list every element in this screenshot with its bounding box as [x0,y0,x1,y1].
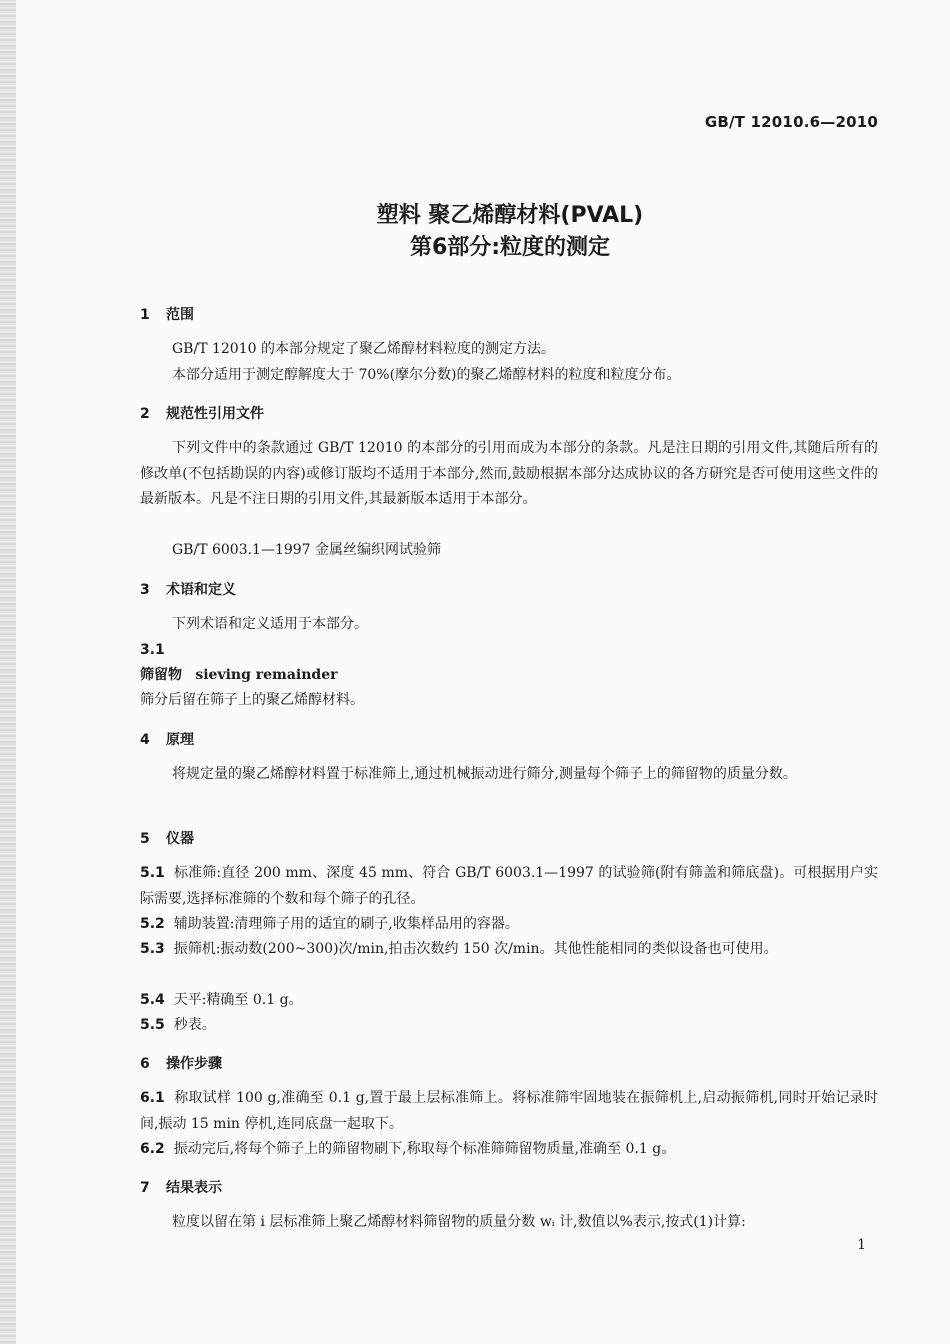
reference-item: GB/T 6003.1—1997 金属丝编织网试验筛 [172,542,442,558]
item-number: 5.4 [140,992,165,1008]
section-number: 1 [140,307,150,323]
section-number: 2 [140,406,150,422]
section-heading-normative-references [140,403,264,423]
item-number: 5.1 [140,865,165,881]
section-title: 规范性引用文件 [166,406,264,422]
section-number: 3 [140,582,150,598]
item-number: 6.1 [140,1090,165,1106]
apparatus-item [140,912,878,938]
term-english: sieving remainder [195,667,338,683]
paragraph: 本部分适用于测定醇解度大于 70%(摩尔分数)的聚乙烯醇材料的粒度和粒度分布。 [172,367,681,383]
section-heading-principle [140,729,194,749]
item-text: 辅助装置:清理筛子用的适宜的刷子,收集样品用的容器。 [173,916,519,932]
item-number: 5.3 [140,941,165,957]
item-text: 称取试样 100 g,准确至 0.1 g,置于最上层标准筛上。将标准筛牢固地装在振筛机上,启动振筛机,同时开始记录时间,振动 15 min 停机,连同底盘一起取下。 [140,1090,879,1132]
section-heading-procedure [140,1053,222,1073]
procedure-step [140,1137,878,1163]
item-text: 天平:精确至 0.1 g。 [173,992,303,1008]
section-number: 4 [140,732,150,748]
paragraph: GB/T 12010 的本部分规定了聚乙烯醇材料粒度的测定方法。 [172,341,555,357]
section-title: 结果表示 [166,1180,222,1196]
document-title: 塑料 聚乙烯醇材料(PVAL) [376,203,644,228]
term-definition: 筛分后留在筛子上的聚乙烯醇材料。 [140,692,364,708]
standard-number: GB/T 12010.6—2010 [704,113,878,131]
section-number: 6 [140,1056,150,1072]
paragraph: 下列术语和定义适用于本部分。 [172,616,368,632]
section-number: 5 [140,831,150,847]
section-number: 7 [140,1180,150,1196]
paragraph: 下列文件中的条款通过 GB/T 12010 的本部分的引用而成为本部分的条款。凡是注日期的引用文件,其随后所有的修改单(不包括勘误的内容)或修订版均不适用于本部分,然而,鼓励根据本部分达成协议的各方研究是否可使用这些文件的最新版本。凡是不注日期的引用文件,其最新版本适用于本部分。 [140,440,878,507]
procedure-step [140,1086,878,1137]
page-number: 1 [857,1237,866,1253]
paragraph: 粒度以留在第 i 层标准筛上聚乙烯醇材料筛留物的质量分数 wᵢ 计,数值以%表示,按式(1)计算: [172,1214,746,1230]
item-text: 标准筛:直径 200 mm、深度 45 mm、符合 GB/T 6003.1—1997 的试验筛(附有筛盖和筛底盘)。可根据用户实际需要,选择标准筛的个数和每个筛子的孔径。 [140,865,878,907]
term-chinese: 筛留物 [140,667,182,683]
paragraph: 将规定量的聚乙烯醇材料置于标准筛上,通过机械振动进行筛分,测量每个筛子上的筛留物的质量分数。 [172,766,797,782]
document-subtitle: 第6部分:粒度的测定 [409,235,611,260]
item-text: 秒表。 [173,1017,216,1033]
section-heading-scope [140,304,194,324]
apparatus-item [140,937,878,963]
item-number: 6.2 [140,1141,165,1157]
section-title: 原理 [166,732,194,748]
item-number: 5.5 [140,1017,165,1033]
apparatus-item [140,988,878,1014]
term-entry [140,663,878,689]
apparatus-item [140,861,878,912]
section-title: 仪器 [166,831,194,847]
item-text: 振筛机:振动数(200~300)次/min,拍击次数约 150 次/min。其他性能相同的类似设备也可使用。 [173,941,778,957]
apparatus-item [140,1013,878,1039]
section-heading-terms [140,579,236,599]
section-title: 操作步骤 [166,1056,222,1072]
subclause-number: 3.1 [140,642,165,658]
section-title: 术语和定义 [166,582,236,598]
item-text: 振动完后,将每个筛子上的筛留物刷下,称取每个标准筛筛留物质量,准确至 0.1 g。 [173,1141,676,1157]
item-number: 5.2 [140,916,165,932]
section-heading-results [140,1177,222,1197]
section-title: 范围 [166,307,194,323]
section-heading-apparatus [140,828,194,848]
